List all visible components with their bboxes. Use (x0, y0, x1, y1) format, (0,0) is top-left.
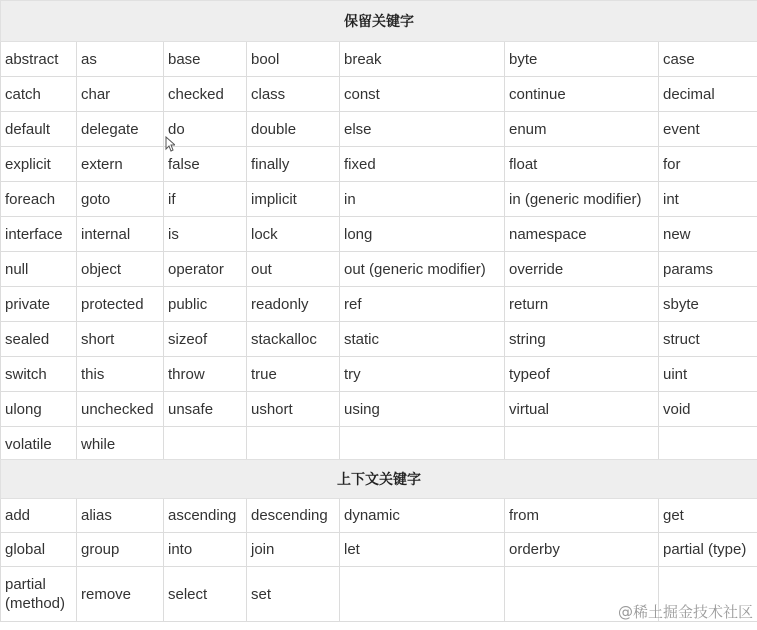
keyword-cell: partial (type) (659, 533, 757, 567)
keyword-cell: string (505, 322, 659, 357)
keyword-cell: remove (77, 567, 164, 622)
keyword-cell: enum (505, 112, 659, 147)
table-row (1, 147, 757, 182)
keyword-cell: orderby (505, 533, 659, 567)
keyword-cell: catch (1, 77, 77, 112)
keyword-cell: volatile (1, 427, 77, 462)
table-row (1, 499, 757, 533)
keyword-cell (659, 427, 757, 462)
keyword-cell: typeof (505, 357, 659, 392)
contextual-keywords-table (0, 459, 757, 622)
keyword-cell (505, 427, 659, 462)
table-row (1, 357, 757, 392)
keyword-cell: select (164, 567, 247, 622)
keyword-cell: uint (659, 357, 757, 392)
keyword-cell: out (generic modifier) (340, 252, 505, 287)
keyword-cell: into (164, 533, 247, 567)
keyword-cell: ref (340, 287, 505, 322)
keyword-cell: virtual (505, 392, 659, 427)
keyword-cell: using (340, 392, 505, 427)
keyword-cell (340, 427, 505, 462)
keyword-cell: in (generic modifier) (505, 182, 659, 217)
keyword-cell: out (247, 252, 340, 287)
keyword-cell: for (659, 147, 757, 182)
table-row (1, 42, 757, 77)
keyword-cell: decimal (659, 77, 757, 112)
keyword-cell: break (340, 42, 505, 77)
keyword-cell: ulong (1, 392, 77, 427)
keyword-cell: extern (77, 147, 164, 182)
keyword-cell: this (77, 357, 164, 392)
keyword-cell: delegate (77, 112, 164, 147)
keyword-cell: short (77, 322, 164, 357)
keyword-cell: checked (164, 77, 247, 112)
keyword-cell: stackalloc (247, 322, 340, 357)
keyword-cell: fixed (340, 147, 505, 182)
keyword-cell: readonly (247, 287, 340, 322)
table-row (1, 322, 757, 357)
keyword-cell: namespace (505, 217, 659, 252)
keyword-cell: struct (659, 322, 757, 357)
keyword-cell: lock (247, 217, 340, 252)
keyword-cell: event (659, 112, 757, 147)
keyword-cell: const (340, 77, 505, 112)
keyword-cell: continue (505, 77, 659, 112)
reserved-keywords-title: 保留关键字 (1, 1, 757, 42)
keyword-cell: finally (247, 147, 340, 182)
keyword-cell: new (659, 217, 757, 252)
keyword-cell: params (659, 252, 757, 287)
keyword-cell: sizeof (164, 322, 247, 357)
keyword-cell: default (1, 112, 77, 147)
keyword-cell: from (505, 499, 659, 533)
keyword-cell: descending (247, 499, 340, 533)
keyword-cell: implicit (247, 182, 340, 217)
keyword-cell: ascending (164, 499, 247, 533)
keyword-cell: interface (1, 217, 77, 252)
keyword-cell: while (77, 427, 164, 462)
table-row (1, 287, 757, 322)
keyword-cell: override (505, 252, 659, 287)
keyword-cell: in (340, 182, 505, 217)
keyword-cell: do (164, 112, 247, 147)
keyword-cell: else (340, 112, 505, 147)
keyword-cell: partial (method) (1, 567, 77, 622)
keyword-cell: static (340, 322, 505, 357)
keyword-cell: as (77, 42, 164, 77)
keyword-cell: float (505, 147, 659, 182)
table-row (1, 217, 757, 252)
keyword-cell: foreach (1, 182, 77, 217)
keyword-cell: false (164, 147, 247, 182)
keyword-cell: alias (77, 499, 164, 533)
keyword-cell: dynamic (340, 499, 505, 533)
keyword-cell: ushort (247, 392, 340, 427)
keyword-cell: double (247, 112, 340, 147)
keyword-cell: bool (247, 42, 340, 77)
keyword-cell: true (247, 357, 340, 392)
keyword-cell: abstract (1, 42, 77, 77)
keyword-cell: operator (164, 252, 247, 287)
keyword-cell: void (659, 392, 757, 427)
keyword-cell: join (247, 533, 340, 567)
keyword-cell: private (1, 287, 77, 322)
keyword-cell: class (247, 77, 340, 112)
table-row (1, 112, 757, 147)
keyword-cell: throw (164, 357, 247, 392)
keyword-cell: sbyte (659, 287, 757, 322)
keyword-cell (164, 427, 247, 462)
mouse-cursor-icon (165, 136, 175, 152)
keyword-cell: unsafe (164, 392, 247, 427)
keyword-cell: try (340, 357, 505, 392)
keyword-cell: internal (77, 217, 164, 252)
keyword-cell: group (77, 533, 164, 567)
keyword-cell: if (164, 182, 247, 217)
keyword-cell: get (659, 499, 757, 533)
keyword-cell: byte (505, 42, 659, 77)
keyword-cell: let (340, 533, 505, 567)
keyword-cell: sealed (1, 322, 77, 357)
keyword-cell: long (340, 217, 505, 252)
table-row (1, 252, 757, 287)
keyword-cell: set (247, 567, 340, 622)
table-row (1, 427, 757, 462)
keyword-cell (247, 427, 340, 462)
keyword-cell: null (1, 252, 77, 287)
keyword-cell: return (505, 287, 659, 322)
table-row (1, 77, 757, 112)
keyword-cell: int (659, 182, 757, 217)
keyword-cell: goto (77, 182, 164, 217)
keyword-cell: char (77, 77, 164, 112)
table-row (1, 182, 757, 217)
keyword-cell (340, 567, 505, 622)
keyword-cell: case (659, 42, 757, 77)
contextual-keywords-title: 上下文关键字 (1, 460, 757, 499)
keyword-cell: unchecked (77, 392, 164, 427)
keyword-cell: public (164, 287, 247, 322)
keyword-cell: explicit (1, 147, 77, 182)
watermark-text: @稀土掘金技术社区 (617, 603, 753, 621)
table-row (1, 392, 757, 427)
keyword-cell: global (1, 533, 77, 567)
table-row (1, 533, 757, 567)
keyword-cell: base (164, 42, 247, 77)
keyword-cell: is (164, 217, 247, 252)
keyword-cell: protected (77, 287, 164, 322)
keyword-cell: switch (1, 357, 77, 392)
reserved-keywords-body (1, 42, 757, 462)
keyword-cell: object (77, 252, 164, 287)
keyword-cell: add (1, 499, 77, 533)
